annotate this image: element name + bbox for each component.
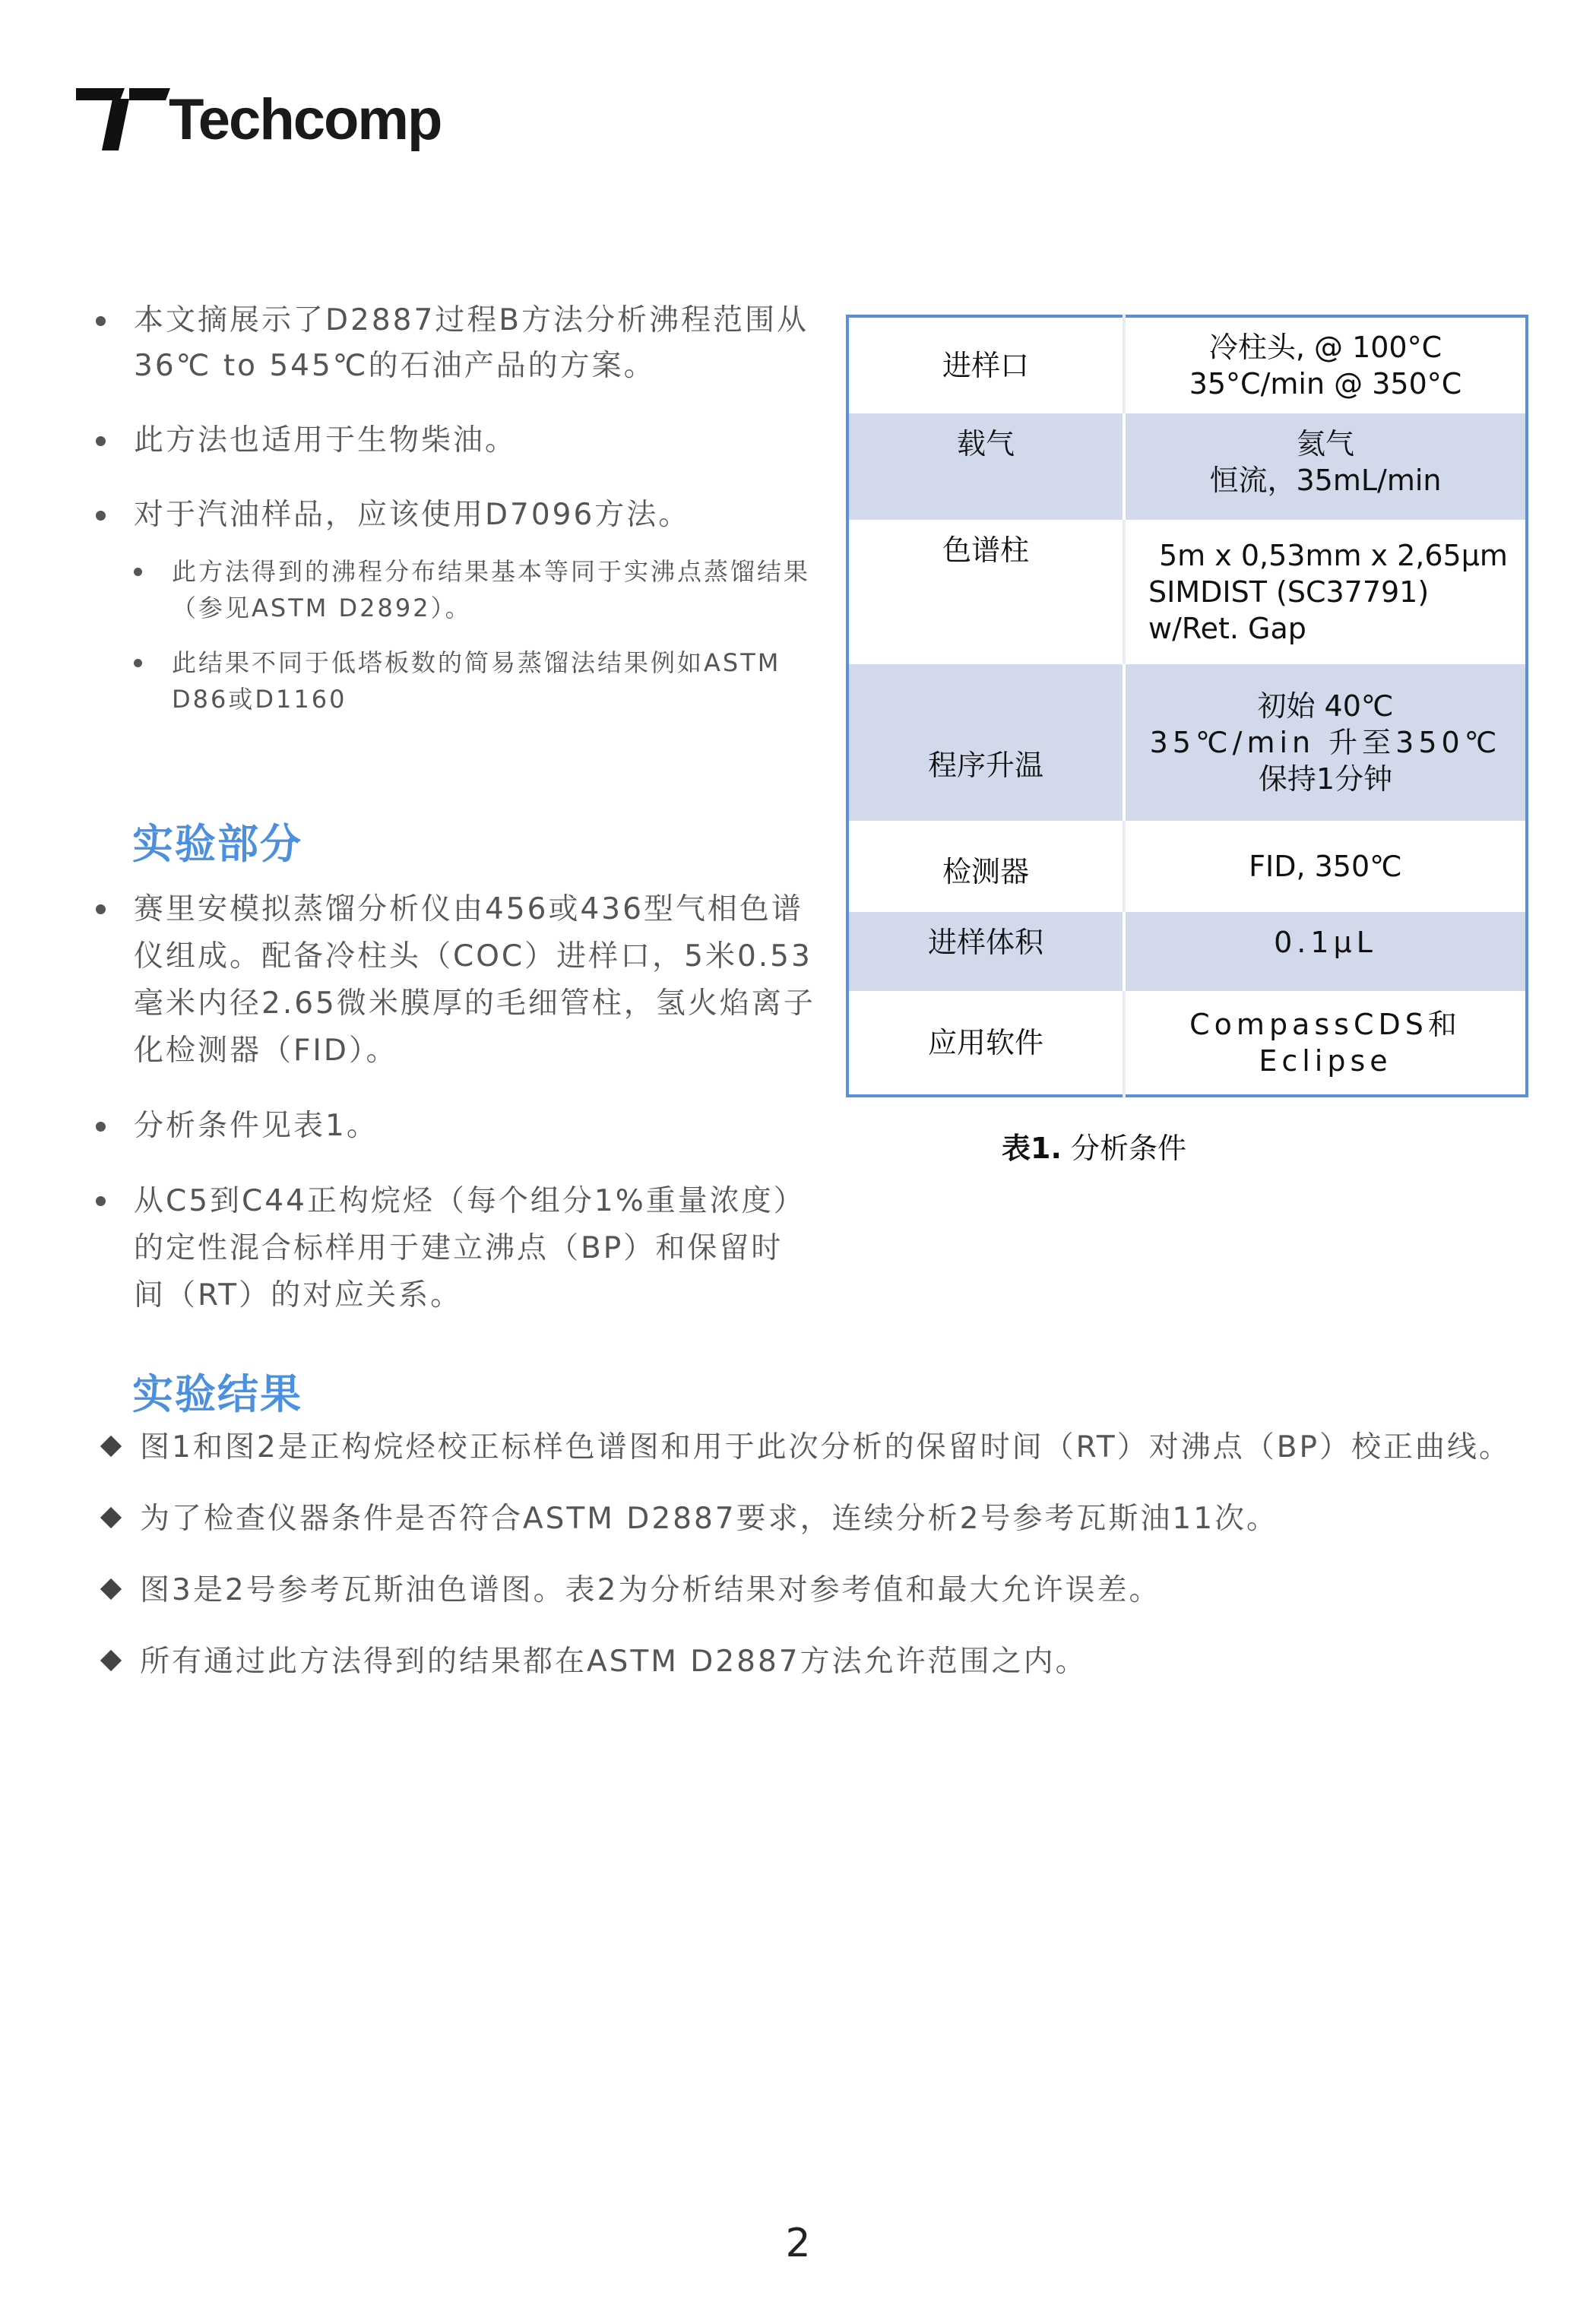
caption-label: 表1. <box>1002 1132 1062 1165</box>
sub-list-item: 此方法得到的沸程分布结果基本等同于实沸点蒸馏结果（参见ASTM D2892）。 <box>129 553 821 626</box>
list-item: 从C5到C44正构烷烃（每个组分1%重量浓度）的定性混合标样用于建立沸点（BP）和保留时间（RT）的对应关系。 <box>91 1178 803 1319</box>
table-value <box>1124 316 1527 413</box>
value-line: 冷柱头, @ 100°C <box>1208 331 1442 364</box>
table-row <box>847 520 1527 664</box>
value-line: 初始 40℃ <box>1257 689 1394 723</box>
result-item: 为了检查仪器条件是否符合ASTM D2887要求，连续分析2号参考瓦斯油11次。 <box>99 1500 1543 1538</box>
list-item: 赛里安模拟蒸馏分析仪由456或436型气相色谱仪组成。配备冷柱头（COC）进样口，5米0.53毫米内径2.65微米膜厚的毛细管柱，氢火焰离子化检测器（FID）。 <box>91 886 828 1075</box>
table-key: 进样体积 <box>847 912 1124 991</box>
sub-list-item: 此结果不同于低塔板数的简易蒸馏法结果例如ASTM D86或D1160 <box>129 644 821 717</box>
techcomp-mark-icon <box>76 85 173 154</box>
intro-list <box>91 298 821 538</box>
list-item: 分析条件见表1。 <box>91 1103 828 1149</box>
brand-name: Techcomp <box>169 87 442 152</box>
table-key: 应用软件 <box>847 991 1124 1096</box>
value-line: 氦气 <box>1296 427 1354 461</box>
value-line: 35℃/min 升至350℃ <box>1149 726 1502 759</box>
intro-section <box>91 298 821 736</box>
list-item: 此方法也适用于生物柴油。 <box>91 418 821 464</box>
table-value <box>1124 664 1527 821</box>
value-line: Eclipse <box>1259 1044 1392 1078</box>
section-title-experimental: 实验部分 <box>132 820 302 868</box>
list-item-text: 对于汽油样品，应该使用D7096方法。 <box>134 498 691 532</box>
table-row <box>847 991 1527 1096</box>
experimental-list <box>91 886 828 1319</box>
experimental-section <box>91 886 828 1348</box>
table-caption <box>1002 1125 1186 1167</box>
result-item: 图1和图2是正构烷烃校正标样色谱图和用于此次分析的保留时间（RT）对沸点（BP）校正曲线。 <box>99 1429 1543 1467</box>
results-section <box>99 1429 1543 1715</box>
table-value: FID, 350℃ <box>1249 850 1402 883</box>
table-row <box>847 821 1527 912</box>
table-row <box>847 413 1527 520</box>
table-key: 检测器 <box>847 821 1124 912</box>
value-line: w/Ret. Gap <box>1148 612 1306 645</box>
table-key: 程序升温 <box>847 664 1124 821</box>
value-line: CompassCDS和 <box>1189 1008 1461 1041</box>
table-value <box>1124 413 1527 520</box>
section-title-results: 实验结果 <box>132 1370 302 1418</box>
value-line: 保持1分钟 <box>1258 762 1393 796</box>
list-item: 本文摘展示了D2887过程B方法分析沸程范围从36℃ to 545℃的石油产品的方案。 <box>91 298 821 389</box>
table-value: 0.1µL <box>1124 912 1527 991</box>
table-value <box>1124 991 1527 1096</box>
value-line: 恒流，35mL/min <box>1209 464 1442 497</box>
page-number: 2 <box>785 2221 811 2266</box>
intro-sub-list <box>91 553 821 717</box>
analysis-conditions-table <box>846 315 1528 1097</box>
result-item: 所有通过此方法得到的结果都在ASTM D2887方法允许范围之内。 <box>99 1643 1543 1681</box>
table-key: 色谱柱 <box>847 520 1124 664</box>
table-row <box>847 664 1527 821</box>
techcomp-logo <box>76 85 441 154</box>
caption-text: 分析条件 <box>1061 1132 1186 1165</box>
value-line: 35°C/min @ 350°C <box>1189 367 1462 401</box>
list-item <box>91 492 821 538</box>
table-row <box>847 316 1527 413</box>
result-item: 图3是2号参考瓦斯油色谱图。表2为分析结果对参考值和最大允许误差。 <box>99 1572 1543 1610</box>
value-line: 5m x 0,53mm x 2,65µm <box>1159 539 1508 572</box>
table-key: 载气 <box>847 413 1124 520</box>
table-key: 进样口 <box>847 316 1124 413</box>
value-line: SIMDIST (SC37791) <box>1148 575 1430 609</box>
table-row <box>847 912 1527 991</box>
table-value <box>1124 520 1527 664</box>
